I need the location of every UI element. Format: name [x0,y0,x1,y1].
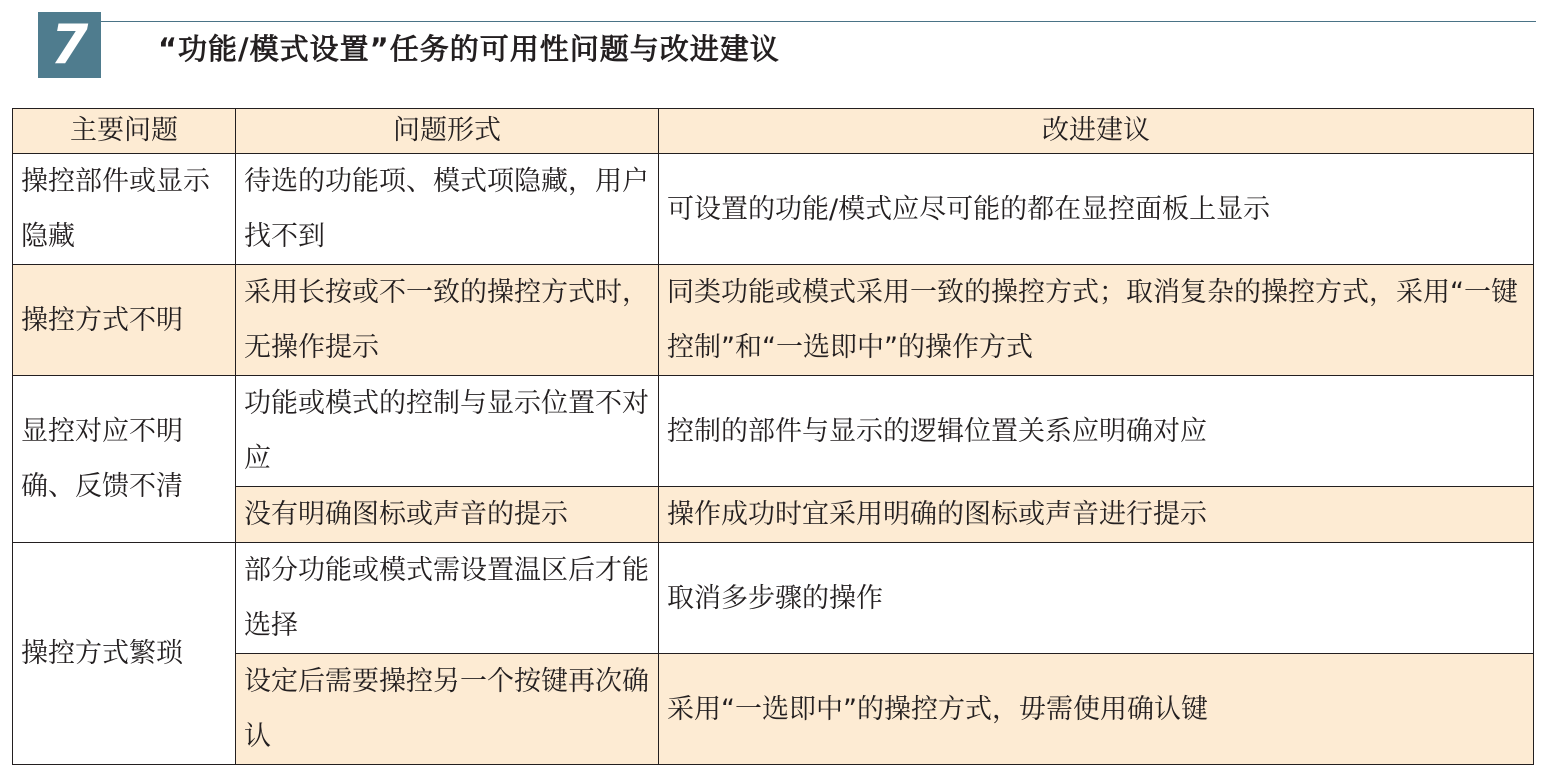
column-header-suggestion: 改进建议 [659,109,1534,154]
table-row [13,543,1534,654]
top-rule [100,21,1536,22]
table-row [13,487,1534,543]
suggestion-cell: 采用“一选即中”的操控方式，毋需使用确认键 [659,654,1534,765]
form-cell: 待选的功能项、模式项隐藏，用户找不到 [236,154,659,265]
column-header-form: 问题形式 [236,109,659,154]
form-cell: 功能或模式的控制与显示位置不对应 [236,376,659,487]
form-cell: 设定后需要操控另一个按键再次确认 [236,654,659,765]
suggestion-cell: 可设置的功能/模式应尽可能的都在显控面板上显示 [659,154,1534,265]
suggestion-cell: 控制的部件与显示的逻辑位置关系应明确对应 [659,376,1534,487]
table-row [13,376,1534,487]
form-cell: 没有明确图标或声音的提示 [236,487,659,543]
problem-cell: 操控方式繁琐 [13,543,236,765]
table-row [13,265,1534,376]
table-row [13,654,1534,765]
problem-cell: 显控对应不明确、反馈不清 [13,376,236,543]
form-cell: 采用长按或不一致的操控方式时，无操作提示 [236,265,659,376]
suggestion-cell: 同类功能或模式采用一致的操控方式；取消复杂的操控方式，采用“一键控制”和“一选即中”的操作方式 [659,265,1534,376]
table-row [13,154,1534,265]
page-title: “功能/模式设置”任务的可用性问题与改进建议 [158,32,780,66]
form-cell: 部分功能或模式需设置温区后才能选择 [236,543,659,654]
section-number-badge: 7 [38,12,101,78]
suggestion-cell: 操作成功时宜采用明确的图标或声音进行提示 [659,487,1534,543]
suggestion-cell: 取消多步骤的操作 [659,543,1534,654]
table-header-row [13,109,1534,154]
column-header-problem: 主要问题 [13,109,236,154]
problem-cell: 操控方式不明 [13,265,236,376]
problem-cell: 操控部件或显示隐藏 [13,154,236,265]
usability-table [12,108,1534,765]
